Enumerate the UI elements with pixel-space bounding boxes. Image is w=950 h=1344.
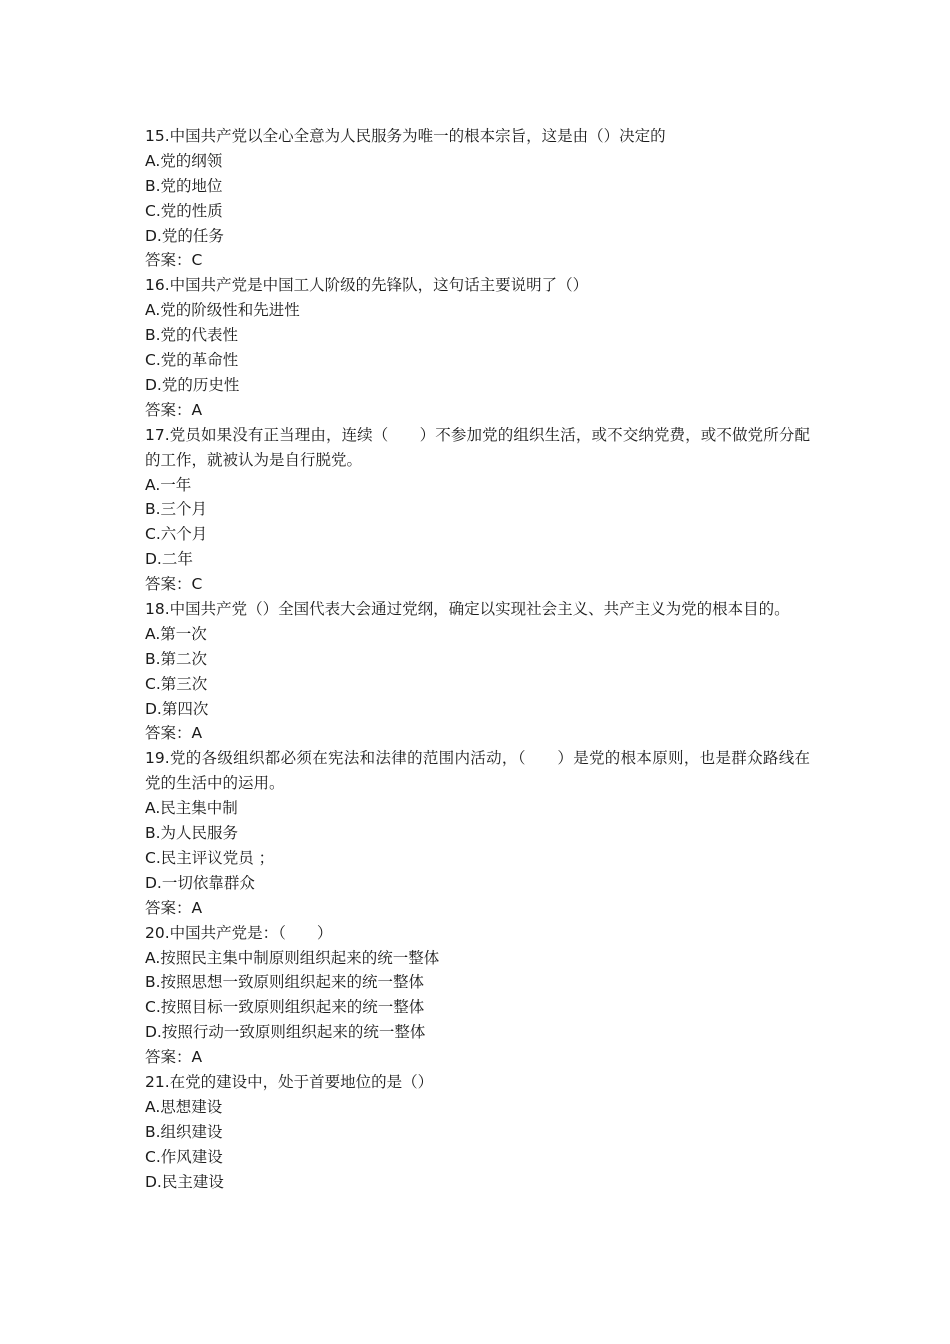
question-15 [145,124,810,273]
question-text: 17.党员如果没有正当理由，连续（ ）不参加党的组织生活，或不交纳党费，或不做党所分配的工作，就被认为是自行脱党。 [145,425,810,469]
question-text: 16.中国共产党是中国工人阶级的先锋队，这句话主要说明了（） [145,276,589,295]
option-d: D.民主建设 [145,1172,224,1191]
document-page [145,124,810,1194]
question-text: 21.在党的建设中，处于首要地位的是（） [145,1072,434,1091]
question-17 [145,423,810,597]
option-c: C.六个月 [145,525,208,544]
option-b: B.按照思想一致原则组织起来的统一整体 [145,973,425,992]
option-d: D.党的历史性 [145,375,240,394]
option-d: D.第四次 [145,699,209,718]
answer: 答案：A [145,724,203,743]
option-c: C.党的性质 [145,201,223,220]
option-d: D.二年 [145,550,193,569]
answer: 答案：A [145,400,203,419]
option-c: C.作风建设 [145,1147,223,1166]
question-text: 15.中国共产党以全心全意为人民服务为唯一的根本宗旨，这是由（）决定的 [145,127,666,145]
option-a: A.按照民主集中制原则组织起来的统一整体 [145,948,440,967]
option-a: A.思想建设 [145,1097,223,1116]
option-d: D.按照行动一致原则组织起来的统一整体 [145,1023,426,1042]
question-text: 20.中国共产党是：（ ） [145,923,333,942]
option-b: B.三个月 [145,500,208,519]
question-text: 19.党的各级组织都必须在宪法和法律的范围内活动，（ ）是党的根本原则，也是群众路线在党的生活中的运用。 [145,749,810,793]
question-19 [145,746,810,920]
option-a: A.第一次 [145,624,207,643]
question-16 [145,273,810,422]
option-d: D.一切依靠群众 [145,873,255,892]
option-a: A.党的纲领 [145,151,223,170]
option-b: B.党的地位 [145,176,223,195]
question-21 [145,1070,810,1194]
answer: 答案：C [145,575,203,594]
option-b: B.党的代表性 [145,326,239,345]
question-18 [145,597,810,746]
option-a: A.民主集中制 [145,799,238,818]
answer: 答案：C [145,251,203,270]
option-c: C.民主评议党员 ； [145,848,275,867]
answer: 答案：A [145,898,203,917]
question-text: 18.中国共产党（）全国代表大会通过党纲，确定以实现社会主义、共产主义为党的根本目的。 [145,599,790,618]
option-b: B.组织建设 [145,1122,223,1141]
question-20 [145,921,810,1070]
option-c: C.第三次 [145,674,208,693]
answer: 答案：A [145,1048,203,1067]
option-d: D.党的任务 [145,226,224,245]
option-c: C.党的革命性 [145,351,239,370]
option-a: A.一年 [145,475,192,494]
option-c: C.按照目标一致原则组织起来的统一整体 [145,998,425,1017]
option-b: B.为人民服务 [145,824,239,843]
option-a: A.党的阶级性和先进性 [145,301,300,320]
option-b: B.第二次 [145,649,208,668]
